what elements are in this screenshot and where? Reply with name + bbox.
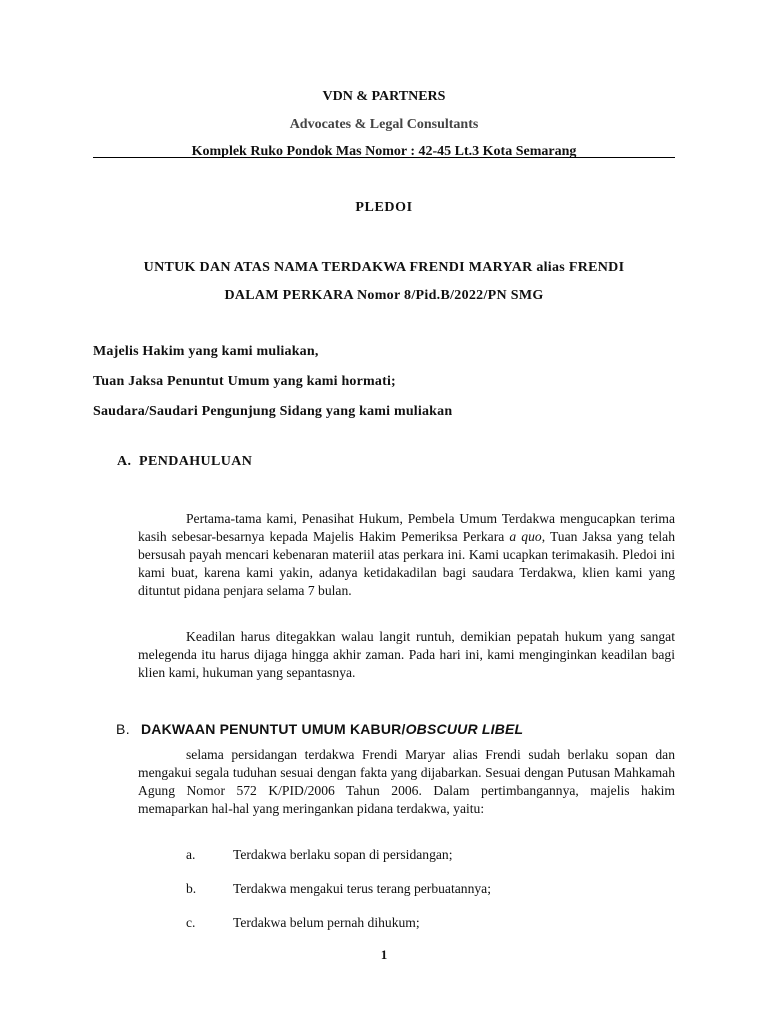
list-item [138,880,675,898]
salutation-visitors: Saudara/Saudari Pengunjung Sidang yang kami muliakan [93,404,453,419]
letterhead-divider [93,157,675,158]
list-item-text: Terdakwa berlaku sopan di persidangan; [233,847,453,862]
section-a-number: A. [117,454,132,469]
section-b-heading [116,718,523,742]
firm-name: VDN & PARTNERS [322,89,446,104]
list-item-letter: b. [186,881,197,896]
section-a-paragraph-2: Keadilan harus ditegakkan walau langit runtuh, demikian pepatah hukum yang sangat melegenda itu harus dijaga hingga akhir zaman. Pada hari ini, kami menginginkan keadilan bagi klien kami, hukuman yang sepantasnya. [138,629,675,680]
list-item [138,914,675,932]
salutation-prosecutor: Tuan Jaksa Penuntut Umum yang kami hormati; [93,374,396,389]
section-a-title: PENDAHULUAN [139,454,253,469]
salutations [93,341,675,431]
letterhead [93,86,675,163]
section-a-paragraph-1 [138,510,675,600]
document-title: PLEDOI [355,200,413,215]
firm-tagline: Advocates & Legal Consultants [289,117,479,132]
page-number: 1 [380,947,388,962]
paragraph-text: Pertama-tama kami, Penasihat Hukum, Pembela Umum Terdakwa mengucapkan terima kasih sebesar-besarnya kepada Majelis Hakim Pemeriksa Perkara [138,511,675,544]
section-b-title: DAKWAAN PENUNTUT UMUM KABUR/ [141,721,406,737]
list-item-text: Terdakwa belum pernah dihukum; [233,915,420,930]
list-item-text: Terdakwa mengakui terus terang perbuatannya; [233,881,491,896]
firm-address: Komplek Ruko Pondok Mas Nomor : 42-45 Lt.3 Kota Semarang [191,144,577,159]
section-b-number: B. [116,721,131,737]
document-subject [93,254,675,310]
list-item-letter: a. [186,847,196,862]
list-item-letter: c. [186,915,196,930]
salutation-judges: Majelis Hakim yang kami muliakan, [93,344,319,359]
mitigating-factors-list [138,846,675,948]
section-b-paragraph-1: selama persidangan terdakwa Frendi Maryar alias Frendi sudah berlaku sopan dan mengakui segala tuduhan sesuai dengan fakta yang dijabarkan. Sesuai dengan Putusan Mahkamah Agung Nomor 572 K/PID/2006 Tahun 2006. Dalam pertimbangannya, majelis hakim memaparkan hal-hal yang meringankan pidana terdakwa, yaitu: [138,747,675,816]
list-item [138,846,675,864]
paragraph-text: , Tuan Jaksa yang telah bersusah payah mencari kebenaran materiil atas perkara ini. Kami ucapkan terimakasih. Pledoi ini kami buat, karena kami yakin, adanya ketidakadilan bagi saudara Terdakwa, klien kami yang dituntut pidana penjara selama 7 bulan. [138,529,675,598]
paragraph-italic-term: a quo [509,529,542,544]
subject-line-1: UNTUK DAN ATAS NAMA TERDAKWA FRENDI MARYAR alias FRENDI [143,260,625,275]
section-b-title-italic: OBSCUUR LIBEL [405,721,524,737]
section-a-heading [117,451,252,473]
subject-line-2: DALAM PERKARA Nomor 8/Pid.B/2022/PN SMG [224,288,544,303]
